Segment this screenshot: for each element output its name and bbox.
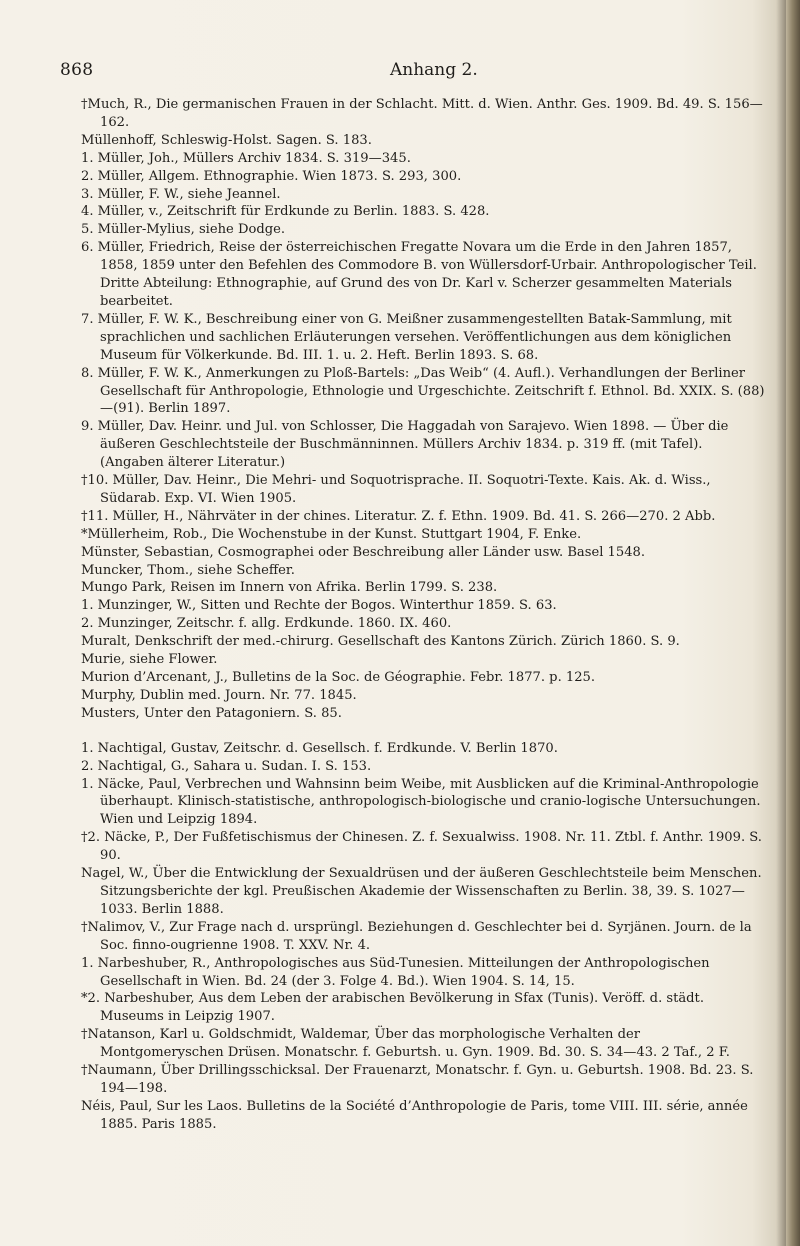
bibliography-entry: Murphy, Dublin med. Journ. Nr. 77. 1845. bbox=[81, 687, 357, 703]
bibliography-entry: 2. Nachtigal, G., Sahara u. Sudan. I. S. 153. bbox=[81, 758, 372, 774]
bibliography-entry: 3. Müller, F. W., siehe Jeannel. bbox=[81, 186, 281, 202]
bibliography-entry: Nagel, W., Über die Entwicklung der Sexualdrüsen und der äußeren Geschlechtsteile beim Menschen. Sitzungsberichte der kgl. Preußischen Akademie der Wissenschaften zu Berlin. 38, 39. S. 1027—1033. Berlin 1888. bbox=[81, 866, 762, 917]
bibliography-entry: †Much, R., Die germanischen Frauen in der Schlacht. Mitt. d. Wien. Anthr. Ges. 1909. Bd. 49. S. 156—162. bbox=[81, 97, 763, 130]
bibliography-entry: 7. Müller, F. W. K., Beschreibung einer von G. Meißner zusammengestellten Batak-Sammlung, mit sprachlichen und sachlichen Erläuterungen versehen. Veröffentlichungen aus dem königlichen Museum für Völkerkunde. Bd. III. 1. u. 2. Heft. Berlin 1893. S. 68. bbox=[81, 311, 732, 363]
section-gap bbox=[81, 723, 765, 740]
bibliography-entry: Münster, Sebastian, Cosmographei oder Beschreibung aller Länder usw. Basel 1548. bbox=[81, 544, 646, 560]
bibliography-entry: 2. Müller, Allgem. Ethnographie. Wien 1873. S. 293, 300. bbox=[81, 168, 462, 184]
bibliography-entry: 1. Nachtigal, Gustav, Zeitschr. d. Gesellsch. f. Erdkunde. V. Berlin 1870. bbox=[81, 740, 558, 756]
bibliography-entry: †Nalimov, V., Zur Frage nach d. ursprüngl. Beziehungen d. Geschlechter bei d. Syrjänen. Journ. de la Soc. finno-ougrienne 1908. T. XXV. Nr. 4. bbox=[81, 919, 752, 953]
bibliography-entry: Muralt, Denkschrift der med.-chirurg. Gesellschaft des Kantons Zürich. Zürich 1860. S. 9. bbox=[81, 634, 680, 650]
bibliography-entry: †11. Müller, H., Nährväter in der chines. Literatur. Z. f. Ethn. 1909. Bd. 41. S. 266—270. 2 Abb. bbox=[81, 508, 716, 524]
bibliography-entry: Murion d’Arcenant, J., Bulletins de la Soc. de Géographie. Febr. 1877. p. 125. bbox=[81, 670, 596, 685]
running-head: Anhang 2. bbox=[390, 60, 478, 80]
page-number: 868 bbox=[60, 60, 94, 80]
bibliography-entry: 1. Narbeshuber, R., Anthropologisches aus Süd-Tunesien. Mitteilungen der Anthropologischen Gesellschaft in Wien. Bd. 24 (der 3. Folge 4. Bd.). Wien 1904. S. 14, 15. bbox=[81, 955, 710, 989]
bibliography-entry: Néis, Paul, Sur les Laos. Bulletins de la Société d’Anthropologie de Paris, tome VIII. III. série, année 1885. Paris 1885. bbox=[81, 1098, 748, 1132]
bibliography-entry: Murie, siehe Flower. bbox=[81, 652, 218, 668]
bibliography-entry: Muncker, Thom., siehe Scheffer. bbox=[81, 562, 295, 578]
bibliography-entry: †Natanson, Karl u. Goldschmidt, Waldemar, Über das morphologische Verhalten der Montgomeryschen Drüsen. Monatschr. f. Geburtsh. u. Gyn. 1909. Bd. 30. S. 34—43. 2 Taf., 2 F. bbox=[81, 1027, 730, 1061]
bibliography-entry: 6. Müller, Friedrich, Reise der österreichischen Fregatte Novara um die Erde in den Jahren 1857, 1858, 1859 unter den Befehlen des Commodore B. von Wüllersdorf-Urbair. Anthropologischer Teil. Dritte Abteilung: Ethnographie, auf Grund des von Dr. Karl v. Scherzer gesammelten Materials bearbeitet. bbox=[81, 240, 757, 309]
bibliography-entry: Mungo Park, Reisen im Innern von Afrika. Berlin 1799. S. 238. bbox=[81, 580, 498, 596]
bibliography-entry: Müllenhoff, Schleswig-Holst. Sagen. S. 183. bbox=[81, 132, 372, 148]
bibliography-entry: 9. Müller, Dav. Heinr. und Jul. von Schlosser, Die Haggadah von Sarajevo. Wien 1898. — Über die äußeren Geschlechtsteile der Buschmänninnen. Müllers Archiv 1834. p. 319 ff. (mit Tafel). (Angaben älterer Literatur.) bbox=[81, 419, 729, 471]
bibliography-entry: Musters, Unter den Patagoniern. S. 85. bbox=[81, 705, 342, 721]
bibliography-entry: 8. Müller, F. W. K., Anmerkungen zu Ploß-Bartels: „Das Weib“ (4. Aufl.). Verhandlungen der Berliner Gesellschaft für Anthropologie, Ethnologie und Urgeschichte. Zeitschrift f. Ethnol. Bd. XXIX. S. (88)—(91). Berlin 1897. bbox=[81, 365, 765, 417]
bibliography-entry: 5. Müller-Mylius, siehe Dodge. bbox=[81, 222, 286, 238]
bibliography-entry: 1. Munzinger, W., Sitten und Rechte der Bogos. Winterthur 1859. S. 63. bbox=[81, 598, 557, 614]
bibliography-entry: *Müllerheim, Rob., Die Wochenstube in der Kunst. Stuttgart 1904, F. Enke. bbox=[81, 526, 582, 542]
bibliography-entry: 1. Näcke, Paul, Verbrechen und Wahnsinn beim Weibe, mit Ausblicken auf die Kriminal-Anthropologie überhaupt. Klinisch-statistische, anthropologisch-biologische und cranio-logische Untersuchungen. Wien und Leipzig 1894. bbox=[81, 776, 761, 828]
bibliography-entry: 2. Munzinger, Zeitschr. f. allg. Erdkunde. 1860. IX. 460. bbox=[81, 616, 452, 632]
bibliography-entry: 4. Müller, v., Zeitschrift für Erdkunde zu Berlin. 1883. S. 428. bbox=[81, 204, 490, 220]
binding-edge bbox=[786, 0, 800, 1246]
bibliography-entry: 1. Müller, Joh., Müllers Archiv 1834. S. 319—345. bbox=[81, 150, 411, 166]
bibliography-entry: †2. Näcke, P., Der Fußfetischismus der Chinesen. Z. f. Sexualwiss. 1908. Nr. 11. Ztbl. f. Anthr. 1909. S. 90. bbox=[81, 830, 762, 864]
page-header bbox=[60, 60, 760, 88]
bibliography-entry: †Naumann, Über Drillingsschicksal. Der Frauenarzt, Monatschr. f. Gyn. u. Geburtsh. 1908. Bd. 23. S. 194—198. bbox=[81, 1063, 754, 1096]
bibliography-entry: *2. Narbeshuber, Aus dem Leben der arabischen Bevölkerung in Sfax (Tunis). Veröff. d. städt. Museums in Leipzig 1907. bbox=[81, 991, 704, 1025]
bibliography-list bbox=[81, 96, 765, 1134]
bibliography-entry: †10. Müller, Dav. Heinr., Die Mehri- und Soquotrisprache. II. Soquotri-Texte. Kais. Ak. d. Wiss., Südarab. Exp. VI. Wien 1905. bbox=[81, 473, 711, 506]
